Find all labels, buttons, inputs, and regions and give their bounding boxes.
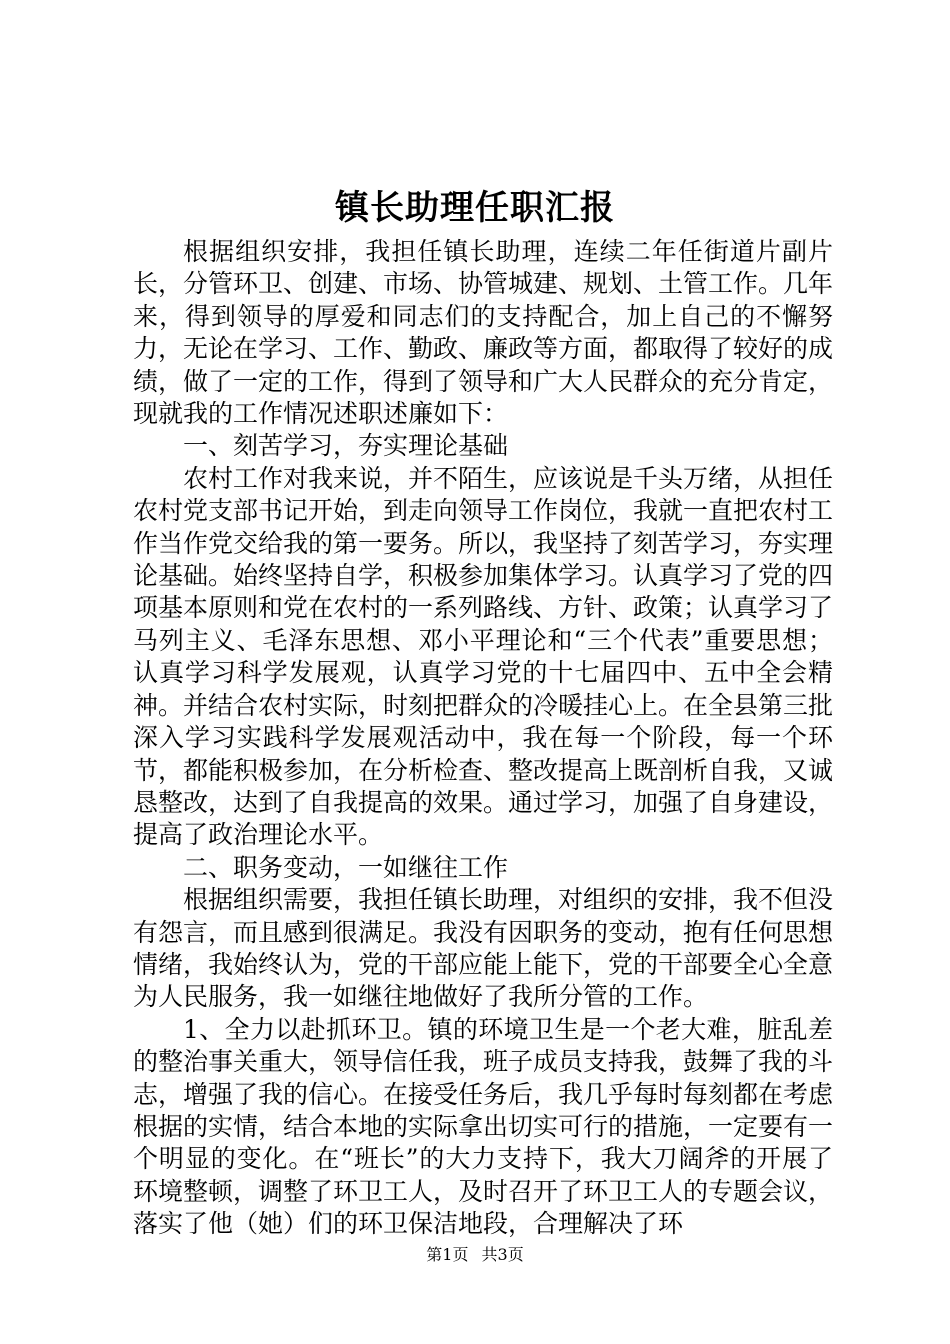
paragraph-position-change: 根据组织需要，我担任镇长助理，对组织的安排，我不但没有怨言，而且感到很满足。我没有因职务的变动，抱有任何思想情绪，我始终认为，党的干部应能上能下，党的干部要全心全意为人民服务，我一如继往地做好了我所分管的工作。	[133, 885, 834, 1012]
paragraph-study: 农村工作对我来说，并不陌生，应该说是千头万绪，从担任农村党支部书记开始，到走向领导工作岗位，我就一直把农村工作当作党交给我的第一要务。所以，我坚持了刻苦学习，夯实理论基础。始终坚持自学，积极参加集体学习。认真学习了党的四项基本原则和党在农村的一系列路线、方针、政策；认真学习了马列主义、毛泽东思想、邓小平理论和“三个代表”重要思想；认真学习科学发展观，认真学习党的十七届四中、五中全会精神。并结合农村实际，时刻把群众的冷暖挂心上。在全县第三批深入学习实践科学发展观活动中，我在每一个阶段，每一个环节，都能积极参加，在分析检查、整改提高上既剖析自我，又诚恳整改，达到了自我提高的效果。通过学习，加强了自身建设，提高了政治理论水平。	[133, 463, 834, 850]
paragraph-sanitation: 1、全力以赴抓环卫。镇的环境卫生是一个老大难，脏乱差的整治事关重大，领导信任我，班子成员支持我，鼓舞了我的斗志，增强了我的信心。在接受任务后，我几乎每时每刻都在考虑根据的实情，结合本地的实际拿出切实可行的措施，一定要有一个明显的变化。在“班长”的大力支持下，我大刀阔斧的开展了环境整顿，调整了环卫工人，及时召开了环卫工人的专题会议，落实了他（她）们的环卫保洁地段，合理解决了环	[133, 1014, 834, 1239]
document-title: 镇长助理任职汇报	[335, 188, 615, 228]
document-body	[133, 236, 833, 1241]
page-number: 第1页	[426, 1245, 469, 1264]
page-footer	[0, 1244, 950, 1266]
section-heading-2: 二、职务变动，一如继往工作	[183, 852, 509, 882]
section-heading-1: 一、刻苦学习，夯实理论基础	[183, 431, 509, 461]
page-total: 共3页	[481, 1245, 524, 1264]
paragraph-intro: 根据组织安排，我担任镇长助理，连续二年任街道片副片长，分管环卫、创建、市场、协管城建、规划、土管工作。几年来，得到领导的厚爱和同志们的支持配合，加上自己的不懈努力，无论在学习、工作、勤政、廉政等方面，都取得了较好的成绩，做了一定的工作，得到了领导和广大人民群众的充分肯定，现就我的工作情况述职述廉如下：	[133, 237, 834, 429]
